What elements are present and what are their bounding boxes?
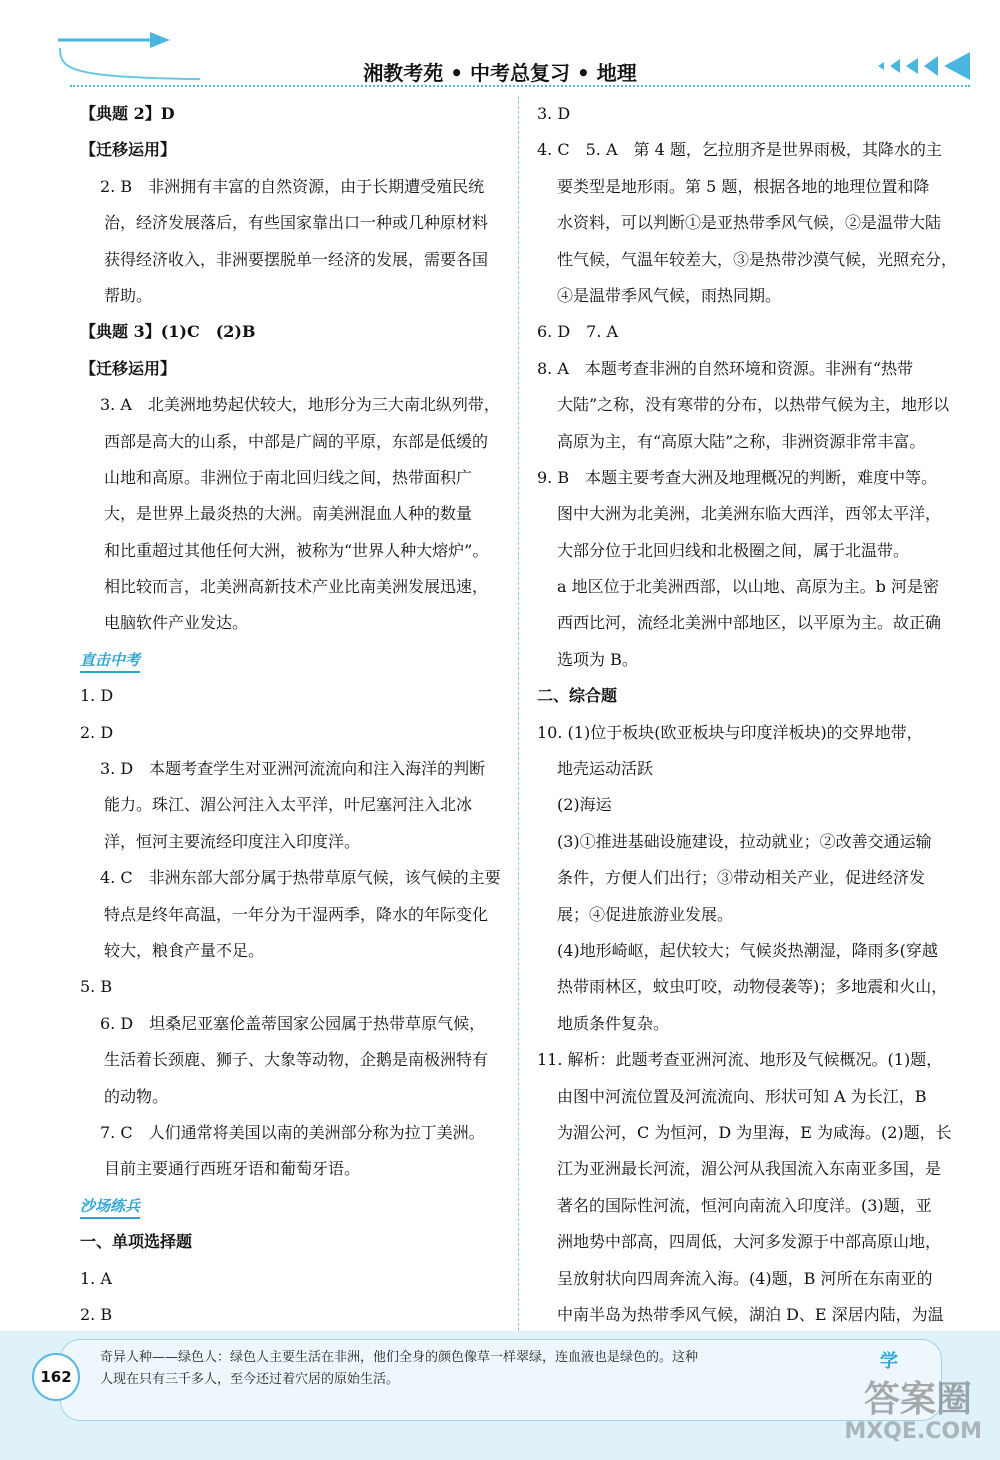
- right-column-line: 由图中河流位置及河流流向、形状可知 A 为长江，B: [557, 1086, 927, 1106]
- right-column-line: 图中大洲为北美洲，北美洲东临大西洋，西邻太平洋，: [557, 504, 942, 524]
- right-column-line: 要类型是地形雨。第 5 题，根据各地的地理位置和降: [557, 176, 930, 196]
- right-column-line: 西西比河，流经北美洲中部地区，以平原为主。故正确: [557, 613, 942, 633]
- left-column-line: 2. B 非洲拥有丰富的自然资源，由于长期遭受殖民统: [100, 176, 485, 196]
- right-column-line: 著名的国际性河流，恒河向南流入印度洋。(3)题，亚: [557, 1195, 932, 1215]
- left-column-line: 6. D 坦桑尼亚塞伦盖蒂国家公园属于热带草原气候，: [100, 1013, 486, 1033]
- right-column: [537, 96, 962, 1333]
- left-column-line: 4. C 非洲东部大部分属于热带草原气候，该气候的主要: [100, 868, 501, 888]
- left-column-line: 一、单项选择题: [80, 1232, 193, 1252]
- right-column-line: (2)海运: [557, 795, 612, 815]
- left-column-line: 5. B: [80, 977, 113, 997]
- left-column-line: 3. D 本题考查学生对亚洲河流流向和注入海洋的判断: [100, 759, 486, 779]
- right-column-line: 中南半岛为热带季风气候，湖泊 D、E 深居内陆，为温: [557, 1304, 944, 1324]
- right-column-line: 呈放射状向四周奔流入海。(4)题，B 河所在东南亚的: [557, 1268, 933, 1288]
- left-column-line: 大，是世界上最炎热的大洲。南美洲混血人种的数量: [104, 504, 473, 524]
- left-column-line: 较大，粮食产量不足。: [104, 940, 265, 960]
- left-column-line: 的动物。: [104, 1086, 169, 1106]
- left-column-line: 【典题 3】(1)C (2)B: [80, 322, 256, 342]
- left-column-line: [80, 1188, 500, 1224]
- left-column-line: 【典题 2】D: [80, 104, 175, 123]
- right-column-line: 热带雨林区，蚊虫叮咬，动物侵袭等)；多地震和火山，: [557, 977, 948, 997]
- right-column-line: 地质条件复杂。: [557, 1013, 670, 1033]
- right-column-line: 条件，方便人们出行；③带动相关产业，促进经济发: [557, 868, 926, 888]
- right-column-line: 3. D: [537, 104, 571, 123]
- right-column-line: (4)地形崎岖，起伏较大；气候炎热潮湿，降雨多(穿越: [557, 940, 938, 960]
- column-divider: [518, 96, 519, 1331]
- left-column-line: 【迁移运用】: [80, 140, 177, 160]
- left-column-line: 特点是终年高温，一年分为干湿两季，降水的年际变化: [104, 904, 489, 924]
- header-title: 湘教考苑 • 中考总复习 • 地理: [363, 61, 637, 85]
- left-column-line: 帮助。: [104, 285, 153, 305]
- watermark-url: MXQE.COM: [844, 1419, 982, 1444]
- right-column-line: 江为亚洲最长河流，湄公河从我国流入东南亚多国，是: [557, 1159, 942, 1179]
- right-column-line: 为湄公河，C 为恒河，D 为里海，E 为咸海。(2)题，长: [557, 1122, 952, 1142]
- right-column-line: 11. 解析：此题考查亚洲河流、地形及气候概况。(1)题，: [537, 1050, 943, 1070]
- right-column-line: 8. A 本题考查非洲的自然环境和资源。非洲有“热带: [537, 358, 914, 378]
- right-column-line: 高原为主，有“高原大陆”之称，非洲资源非常丰富。: [557, 431, 926, 451]
- left-column-line: 电脑软件产业发达。: [104, 613, 249, 633]
- left-column-line: 3. A 北美洲地势起伏较大，地形分为三大南北纵列带，: [100, 395, 500, 415]
- left-column-line: 【迁移运用】: [80, 358, 177, 378]
- right-column-line: a 地区位于北美洲西部，以山地、高原为主。b 河是密: [557, 577, 939, 597]
- left-column-line: 洋，恒河主要流经印度注入印度洋。: [104, 831, 361, 851]
- left-column-line: 相比较而言，北美洲高新技术产业比南美洲发展迅速，: [104, 577, 489, 597]
- left-column: [80, 96, 500, 1333]
- left-column-line: 7. C 人们通常将美国以南的美洲部分称为拉丁美洲。: [100, 1122, 485, 1142]
- left-column-line: 治，经济发展落后，有些国家靠出口一种或几种原材料: [104, 213, 489, 233]
- right-column-line: 洲地势中部高，四周低，大河多发源于中部高原山地，: [557, 1232, 942, 1252]
- right-column-line: 9. B 本题主要考查大洲及地理概况的判断，难度中等。: [537, 467, 938, 487]
- left-column-line: 生活着长颈鹿、狮子、大象等动物，企鹅是南极洲特有: [104, 1050, 489, 1070]
- corner-badge: 学: [880, 1351, 898, 1372]
- right-column-line: 大陆”之称，没有寒带的分布，以热带气候为主，地形以: [557, 395, 950, 415]
- section-heading: 直击中考: [80, 651, 140, 673]
- arrows-right-decoration: [870, 48, 1000, 88]
- left-column-line: 目前主要通行西班牙语和葡萄牙语。: [104, 1159, 361, 1179]
- right-column-line: 地壳运动活跃: [557, 759, 654, 779]
- left-column-line: 1. A: [80, 1268, 112, 1288]
- right-column-line: ④是温带季风气候，雨热同期。: [557, 285, 782, 305]
- left-column-line: 山地和高原。非洲位于南北回归线之间，热带面积广: [104, 467, 473, 487]
- right-column-line: 10. (1)位于板块(欧亚板块与印度洋板块)的交界地带，: [537, 722, 923, 742]
- right-column-line: 大部分位于北回归线和北极圈之间，属于北温带。: [557, 540, 910, 560]
- footer: [0, 1331, 1000, 1460]
- header-divider: [70, 85, 970, 87]
- footer-tip-line-1: 奇异人种——绿色人：绿色人主要生活在非洲，他们全身的颜色像草一样翠绿，连血液也是绿色的。这种: [100, 1350, 699, 1365]
- section-heading: 沙场练兵: [80, 1197, 140, 1219]
- footer-tip-line-2: 人现在只有三千多人，至今还过着穴居的原始生活。: [100, 1372, 400, 1387]
- left-column-line: [80, 642, 500, 678]
- page-header: [0, 0, 1000, 95]
- page-number: 162: [32, 1353, 80, 1401]
- right-column-line: (3)①推进基础设施建设，拉动就业；②改善交通运输: [557, 831, 932, 851]
- watermark: 答案圈: [863, 1379, 972, 1420]
- left-column-line: 西部是高大的山系，中部是广阔的平原，东部是低缓的: [104, 431, 489, 451]
- left-column-line: 2. B: [80, 1304, 113, 1324]
- right-column-line: 6. D 7. A: [537, 322, 619, 342]
- right-column-line: 展；④促进旅游业发展。: [557, 904, 734, 924]
- left-column-line: 能力。珠江、湄公河注入太平洋，叶尼塞河注入北冰: [104, 795, 473, 815]
- left-column-line: 1. D: [80, 686, 114, 706]
- left-column-line: 2. D: [80, 722, 114, 742]
- left-column-line: 和比重超过其他任何大洲，被称为“世界人种大熔炉”。: [104, 540, 489, 560]
- right-column-line: 水资料，可以判断①是亚热带季风气候，②是温带大陆: [557, 213, 942, 233]
- right-column-line: 4. C 5. A 第 4 题，乞拉朋齐是世界雨极，其降水的主: [537, 140, 942, 160]
- right-column-line: 二、综合题: [537, 686, 618, 706]
- right-column-line: 性气候，气温年较差大，③是热带沙漠气候，光照充分，: [557, 249, 958, 269]
- left-column-line: 获得经济收入，非洲要摆脱单一经济的发展，需要各国: [104, 249, 489, 269]
- right-column-line: 选项为 B。: [557, 649, 638, 669]
- footer-tip-text: [100, 1347, 860, 1391]
